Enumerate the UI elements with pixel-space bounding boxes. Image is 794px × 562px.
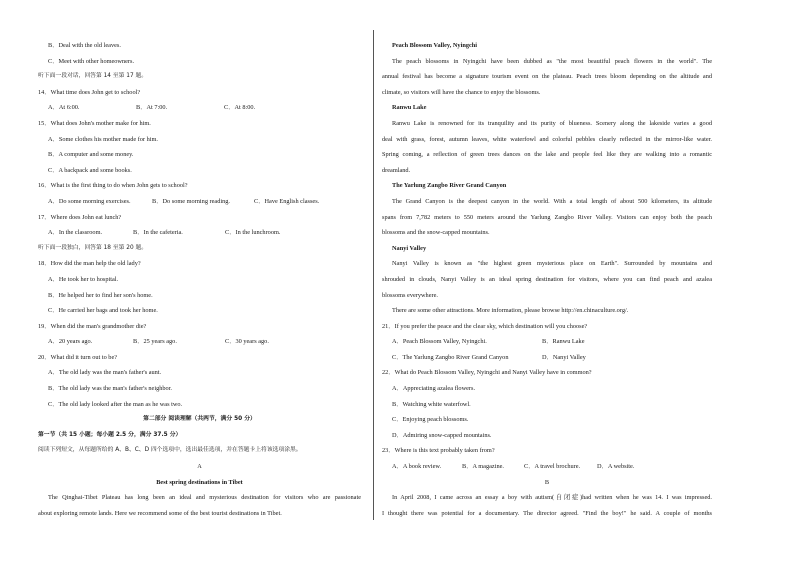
- q16-option-b: B．Do some morning reading.: [152, 197, 231, 205]
- q14-option-a: A．At 6:00.: [48, 104, 80, 112]
- q16-option-a: A．Do some morning exercises.: [48, 197, 131, 205]
- q19-option-b: B．25 years ago.: [133, 338, 177, 346]
- right-column: [382, 38, 712, 521]
- ranwu-line-1: Ranwu Lake is renowned for its tranquility and its purity of blueness. Scenery along the lakeside varies a good: [392, 119, 712, 127]
- section1-instruction: 阅读下列短文，从每题所给的 A、B、C、D 四个选项中，选出最佳选项，并在答题卡上将该选项涂黑。: [38, 447, 302, 454]
- left-column: [38, 38, 361, 521]
- q19-stem: 19．When did the man's grandmother die?: [38, 322, 147, 330]
- q20-option-c: C．The old lady looked after the man as he was two.: [48, 400, 183, 408]
- q17-option-a: A．In the classroom.: [48, 229, 103, 237]
- q18-option-a: A．He took her to hospital.: [48, 275, 119, 283]
- q21-stem: 21．If you prefer the peace and the clear sky, which destination will you choose?: [382, 322, 588, 330]
- q22-option-b: B．Watching white waterfowl.: [392, 400, 471, 408]
- q16-options: [38, 194, 361, 210]
- q21-option-c: C．The Yarlung Zangbo River Grand Canyon: [392, 353, 509, 361]
- yarlung-line-2: spans from 7,782 meters to 550 meters around the Yarlung Zangbo River Valley. Visitors can enjoy both the peach: [382, 213, 712, 221]
- yarlung-line-3: blossoms and the snow-capped mountains.: [382, 229, 490, 237]
- passage-b-label: B: [544, 478, 550, 486]
- nanyi-line-2: shrouded in clouds, Nanyi Valley is an ideal spring destination for visitors, where you can find peach and azalea: [382, 275, 712, 283]
- q19-option-c: C．30 years ago.: [225, 338, 269, 346]
- q23-option-d: D．A website.: [597, 463, 635, 471]
- q23-stem: 23．Where is this text probably taken from?: [382, 447, 495, 455]
- nanyi-line-3: blossoms everywhere.: [382, 291, 438, 299]
- q18-option-b: B．He helped her to find her son's home.: [48, 291, 153, 299]
- peach-blossom-heading: Peach Blossom Valley, Nyingchi: [392, 42, 478, 49]
- q21-option-d: D．Nanyi Valley: [542, 353, 586, 361]
- passage-a-line-2: about exploring remote lands. Here we recommend some of the best tourist destinations in Tibet.: [38, 509, 282, 517]
- passage-b-line-1: In April 2008, I came across an essay a boy with autism(自闭症)had written when he was 14. I was impressed.: [392, 494, 712, 502]
- ranwu-line-4: dreamland.: [382, 166, 411, 174]
- q15-option-a: A．Some clothes his mother made for him.: [48, 135, 159, 143]
- peach-line-1: The peach blossoms in Nyingchi have been dubbed as "the most beautiful peach flowers in the world". The: [392, 57, 712, 65]
- q19-option-a: A．20 years ago.: [48, 338, 93, 346]
- q15-option-c: C．A backpack and some books.: [48, 166, 132, 174]
- q23-option-a: A．A book review.: [392, 463, 442, 471]
- q13-option-c: C．Meet with other homeowners.: [48, 57, 135, 65]
- q18-option-c: C．He carried her bags and took her home.: [48, 307, 158, 315]
- q16-option-c: C．Have English classes.: [254, 197, 320, 205]
- ranwu-line-3: Spring coming, a reflection of green trees dances on the lake and people feel like they are walking into a romantic: [382, 151, 712, 159]
- q21-option-a: A．Peach Blossom Valley, Nyingchi.: [392, 338, 487, 346]
- part2-title: 第二部分 阅读理解（共两节，满分 50 分）: [143, 416, 256, 423]
- q23-options: [382, 459, 712, 475]
- column-divider: [373, 30, 374, 520]
- q23-option-c: C．A travel brochure.: [524, 463, 581, 471]
- q14-options: [38, 100, 361, 116]
- q17-option-b: B．In the cafeteria.: [133, 229, 183, 237]
- q22-option-d: D．Admiring snow-capped mountains.: [392, 431, 492, 439]
- more-info-line: There are some other attractions. More information, please browse http://en.chinaculture.org/.: [392, 307, 629, 315]
- q17-option-c: C．In the lunchroom.: [225, 229, 281, 237]
- passage-a-line-1: The Qinghai-Tibet Plateau has long been an ideal and mysterious destination for visitors who are passionate: [48, 494, 361, 502]
- q21-options-row-1: [382, 334, 712, 350]
- q14-stem: 14．What time does John get to school?: [38, 88, 141, 96]
- q17-stem: 17．Where does John eat lunch?: [38, 213, 122, 221]
- q16-stem: 16．What is the first thing to do when John gets to school?: [38, 182, 188, 190]
- q19-options: [38, 334, 361, 350]
- q15-stem: 15．What does John's mother make for him.: [38, 119, 151, 127]
- q15-option-b: B．A computer and some money.: [48, 151, 134, 159]
- q23-option-b: B．A magazine.: [462, 463, 504, 471]
- q21-options-row-2: [382, 350, 712, 366]
- q22-option-c: C．Enjoying peach blossoms.: [392, 416, 469, 424]
- q21-option-b: B．Ranwu Lake: [542, 338, 585, 346]
- peach-line-3: climate, so visitors will have the chance to enjoy the blossoms.: [382, 88, 541, 96]
- ranwu-line-2: deal with grass, forest, autumn leaves, white waterfowl and colorful pebbles clearly reflected in the mirror-like water.: [382, 135, 712, 143]
- q17-options: [38, 225, 361, 241]
- peach-line-2: annual festival has become a signature tourism event on the plateau. Peach trees bloom depending on the altitude and: [382, 73, 712, 81]
- ranwu-heading: Ranwu Lake: [392, 104, 427, 112]
- q18-stem: 18．How did the man help the old lady?: [38, 260, 141, 268]
- q20-stem: 20．What did it turn out to be?: [38, 353, 118, 361]
- q20-option-a: A．The old lady was the man's father's aunt.: [48, 369, 162, 377]
- yarlung-heading: The Yarlung Zangbo River Grand Canyon: [392, 182, 507, 190]
- q13-option-b: B．Deal with the old leaves.: [48, 42, 121, 49]
- listening-instruction-18-20: 听下面一段独白，回答第 18 至第 20 题。: [38, 244, 148, 251]
- q20-option-b: B．The old lady was the man's father's neighbor.: [48, 385, 172, 393]
- listening-instruction-14-17: 听下面一段对话，回答第 14 至第 17 题。: [38, 73, 148, 80]
- q14-option-b: B．At 7:00.: [136, 104, 168, 112]
- section1-title: 第一节（共 15 小题；每小题 2.5 分，满分 37.5 分）: [38, 431, 182, 438]
- passage-b-line-2: I thought there was potential for a documentary. The director agreed. "Find the boy!" he said. A couple of months: [382, 509, 712, 517]
- passage-a-label: A: [197, 463, 202, 471]
- nanyi-line-1: Nanyi Valley is known as "the highest green mysterious place on Earth". Surrounded by mountains and: [392, 260, 712, 268]
- q22-option-a: A．Appreciating azalea flowers.: [392, 385, 476, 393]
- q14-option-c: C．At 8:00.: [224, 104, 256, 112]
- yarlung-line-1: The Grand Canyon is the deepest canyon in the world. With a total length of about 500 kilometers, its altitude: [392, 197, 712, 205]
- nanyi-heading: Nanyi Valley: [392, 244, 427, 252]
- q22-stem: 22．What do Peach Blossom Valley, Nyingchi and Nanyi Valley have in common?: [382, 369, 592, 377]
- passage-a-title: Best spring destinations in Tibet: [156, 478, 243, 486]
